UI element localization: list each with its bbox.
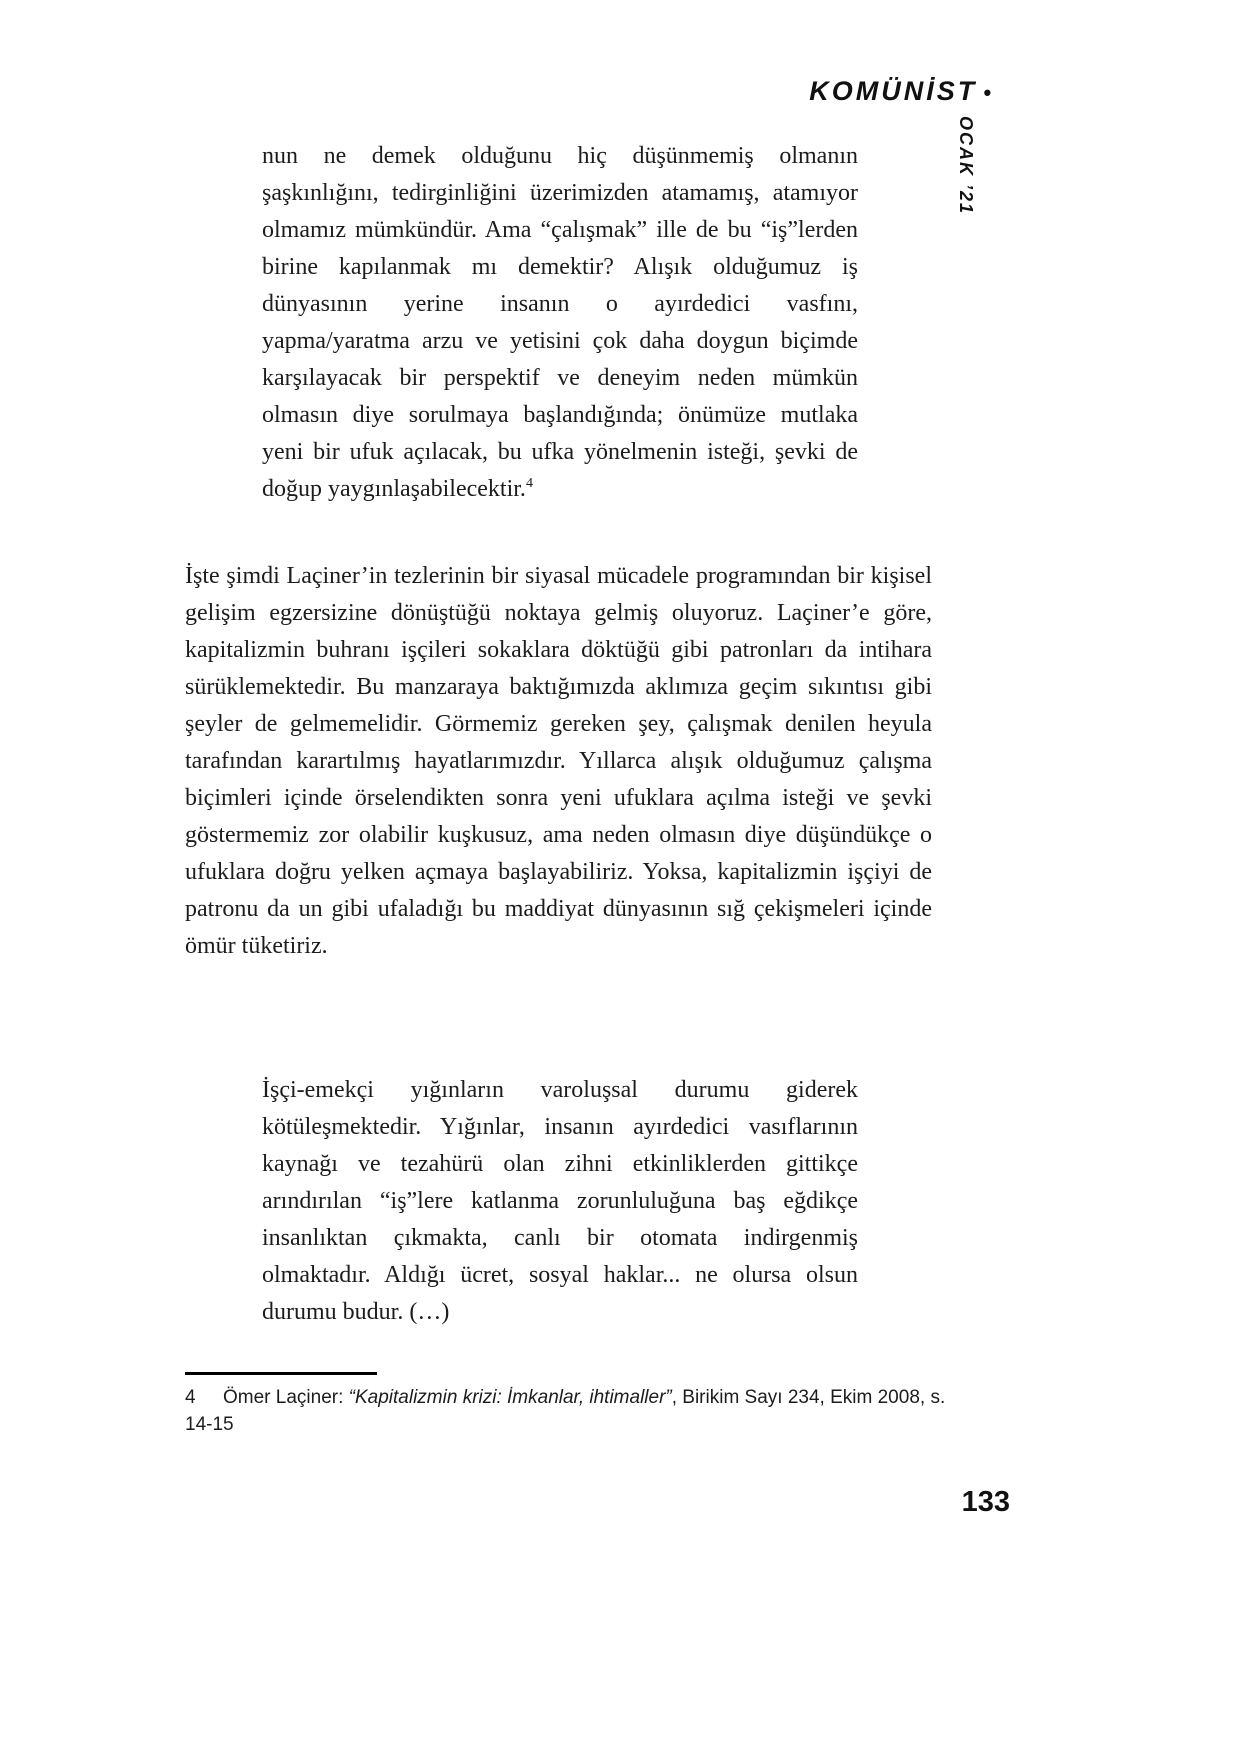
footnote-source-title: “Kapitalizmin krizi: İmkanlar, ihtimaller”: [348, 1387, 672, 1408]
blockquote-2: İşçi-emekçi yığınların varoluşsal durumu giderek kötüleşmektedir. Yığınlar, insanın ayırdedici vasıflarının kaynağı ve tezahürü olan zihni etkinliklerden gittikçe arındırılan “iş”lere katlanma zorunluluğuna baş eğdikçe insanlıktan çıkmakta, canlı bir otomata indirgenmiş olmaktadır. Aldığı ücret, sosyal haklar... ne olursa olsun durumu budur. (…): [262, 1077, 858, 1325]
issue-label: OCAK ’21: [956, 116, 976, 216]
header-bullet-icon: •: [983, 80, 991, 105]
footnote-number: 4: [185, 1387, 196, 1408]
journal-title: KOMÜNİST: [809, 76, 978, 106]
page-number: 133: [961, 1486, 1010, 1518]
blockquote-1-text: nun ne demek olduğunu hiç düşünmemiş olmanın şaşkınlığını, tedirginliğini üzerimizden atamamış, atamıyor olmamız mümkündür. Ama “çalışmak” ille de bu “iş”lerden birine kapılanmak mı demektir? Alışık olduğumuz iş dünyasının yerine insanın o ayırdedici vasfını, yapma/yaratma arzu ve yetisini çok daha doygun biçimde karşılayacak bir perspektif ve deneyim neden mümkün olmasın diye sorulmaya başlandığında; önümüze mutlaka yeni bir ufuk açılacak, bu ufka yönelmenin isteği, şevki de doğup yaygınlaşabilecektir.: [262, 143, 858, 502]
blockquote-1: [262, 138, 858, 508]
footnote-divider: [185, 1372, 377, 1375]
footnote-citation: , Birikim Sayı 234, Ekim 2008, s. 14-15: [185, 1387, 946, 1435]
journal-header: [809, 76, 991, 107]
footnote: [185, 1384, 947, 1438]
footnote-text: Ömer Laçiner:: [223, 1387, 349, 1408]
body-paragraph: İşte şimdi Laçiner’in tezlerinin bir siyasal mücadele programından bir kişisel gelişim egzersizine dönüştüğü noktaya gelmiş oluyoruz. Laçiner’e göre, kapitalizmin buhranı işçileri sokaklara döktüğü gibi patronları da intihara sürüklemektedir. Bu manzaraya baktığımızda aklımıza geçim sıkıntısı gibi şeyler de gelmemelidir. Görmemiz gereken şey, çalışmak denilen heyula tarafından karartılmış hayatlarımızdır. Yıllarca alışık olduğumuz çalışma biçimleri içinde örselendikten sonra yeni ufuklara açılma isteği ve şevki göstermemiz zor olabilir kuşkusuz, ama neden olmasın diye düşündükçe o ufuklara doğru yelken açmaya başlayabiliriz. Yoksa, kapitalizmin işçiyi de patronu da un gibi ufaladığı bu maddiyat dünyasının sığ çekişmeleri içinde ömür tüketiriz.: [185, 563, 932, 959]
footnote-reference: 4: [525, 476, 533, 491]
